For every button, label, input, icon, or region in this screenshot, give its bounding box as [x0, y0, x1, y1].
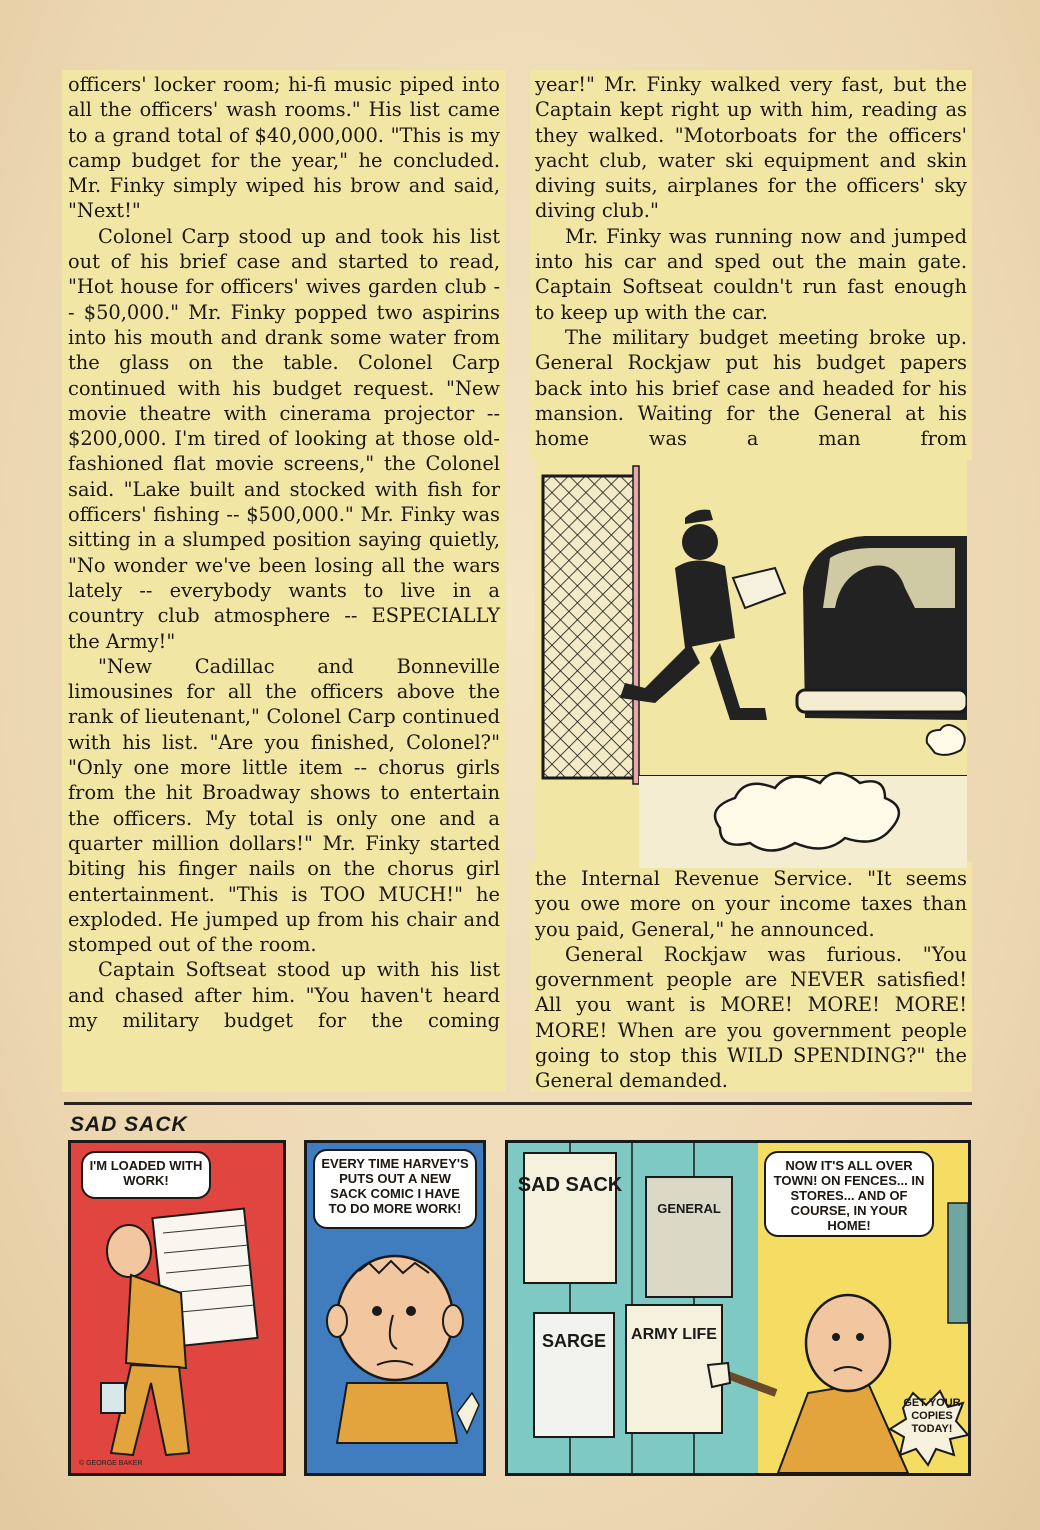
gate-post [633, 466, 639, 784]
copyright-notice: © GEORGE BAKER [79, 1460, 143, 1467]
sad-sack-worried [307, 1143, 483, 1473]
car-bumper [797, 690, 967, 712]
officer-body [675, 560, 735, 648]
story-paragraph: "New Cadillac and Bonneville limousines for all the officers above the rank of lieutenant," Colonel Carp continued with his list. "Are you finished, Colonel?" "Only one more little item -- chorus girls from the hit Broadway shows to entertain the officers. My total is only one and a quarter million dollars!" Mr. Finky started biting his finger nails on the chorus girl entertainment. "This is TOO MUCH!" he exploded. He jumped up from his chair and stomped out of the room. [68, 654, 500, 957]
strip-title: SAD SACK [70, 1113, 188, 1136]
paintbrush [457, 1393, 479, 1433]
sad-sack-head [107, 1225, 151, 1277]
speech-balloon: NOW IT'S ALL OVER TOWN! ON FENCES... IN STORES... AND OF COURSE, IN YOUR HOME! [764, 1151, 934, 1237]
story-paragraph: The military budget meeting broke up. General Rockjaw put his budget papers back into his brief case and headed for his mansion. Waiting for the General at his home was a man from [535, 325, 967, 451]
story-paragraph: year!" Mr. Finky walked very fast, but the Captain kept right up with him, reading as they walked. "Motorboats for the officers' yacht club, water ski equipment and skin diving suits, airplanes for the officers' sky diving club." [535, 73, 967, 223]
story-paragraph: General Rockjaw was furious. "You government people are NEVER satisfied! All you want is MORE! MORE! MORE! MORE! When are you government people going to stop this WILD SPENDING?" the General demanded. [535, 942, 967, 1093]
city-building [948, 1203, 968, 1323]
comic-panel-3 [505, 1140, 971, 1476]
sad-sack-carrying-papers [71, 1143, 283, 1473]
story-paragraph: Captain Softseat stood up with his list and chased after him. "You haven't heard my military budget for the coming [68, 958, 500, 1032]
section-divider [64, 1102, 972, 1105]
car-chase-illustration [535, 458, 967, 868]
story-paragraph: Mr. Finky was running now and jumped into his car and sped out the main gate. Captain Softseat couldn't run fast enough to keep up with the car. [535, 224, 967, 324]
comic-cover-army-life [626, 1305, 722, 1433]
paint-bucket [101, 1383, 125, 1413]
comic-cover-sad-sack [524, 1153, 616, 1283]
cover-title: GENERAL [657, 1201, 721, 1216]
story-paragraph: the Internal Revenue Service. "It seems you owe more on your income taxes than you paid, General," he announced. [535, 867, 967, 941]
starburst-text: GET YOUR COPIES TODAY! [903, 1397, 961, 1435]
sad-sack-head [806, 1295, 890, 1391]
story-left-column [68, 72, 500, 1033]
story-right-column-bottom [535, 866, 967, 1094]
speech-balloon: EVERY TIME HARVEY'S PUTS OUT A NEW SACK COMIC I HAVE TO DO MORE WORK! [313, 1149, 477, 1229]
story-right-column-top [535, 72, 967, 451]
cover-title: SAD SACK [517, 1174, 623, 1196]
comic-panel-2 [304, 1140, 486, 1476]
paintbrush [708, 1363, 730, 1387]
sad-sack-uniform [337, 1383, 457, 1443]
cover-title: ARMY LIFE [631, 1326, 717, 1343]
comic-cover-general [646, 1177, 732, 1297]
story-paragraph: Colonel Carp stood up and took his list out of his brief case and started to read, "Hot house for officers' wives garden club -- $50,000." Mr. Finky popped two aspirins into his mouth and drank some water from the glass on the table. Colonel Carp continued with his budget request. "New movie theatre with cinerama projector -- $200,000. I'm tired of looking at those old-fashioned flat movie screens," the Colonel said. "Lake built and stocked with fish for officers' fishing -- $500,000." Mr. Finky was sitting in a slumped position saying quietly, "No wonder we've been losing all the wars lately -- everybody wants to live in a country club atmosphere -- ESPECIALLY the Army!" [68, 224, 500, 653]
officer-head [682, 524, 718, 560]
speech-balloon: I'M LOADED WITH WORK! [81, 1151, 211, 1199]
comic-panel-1 [68, 1140, 286, 1476]
fence-gate [543, 476, 635, 778]
cover-title: SARGE [541, 1331, 607, 1351]
story-paragraph: officers' locker room; hi-fi music piped into all the officers' wash rooms." His list came to a grand total of $40,000,000. "This is my camp budget for the year," he concluded. Mr. Finky simply wiped his brow and said, "Next!" [68, 73, 500, 223]
